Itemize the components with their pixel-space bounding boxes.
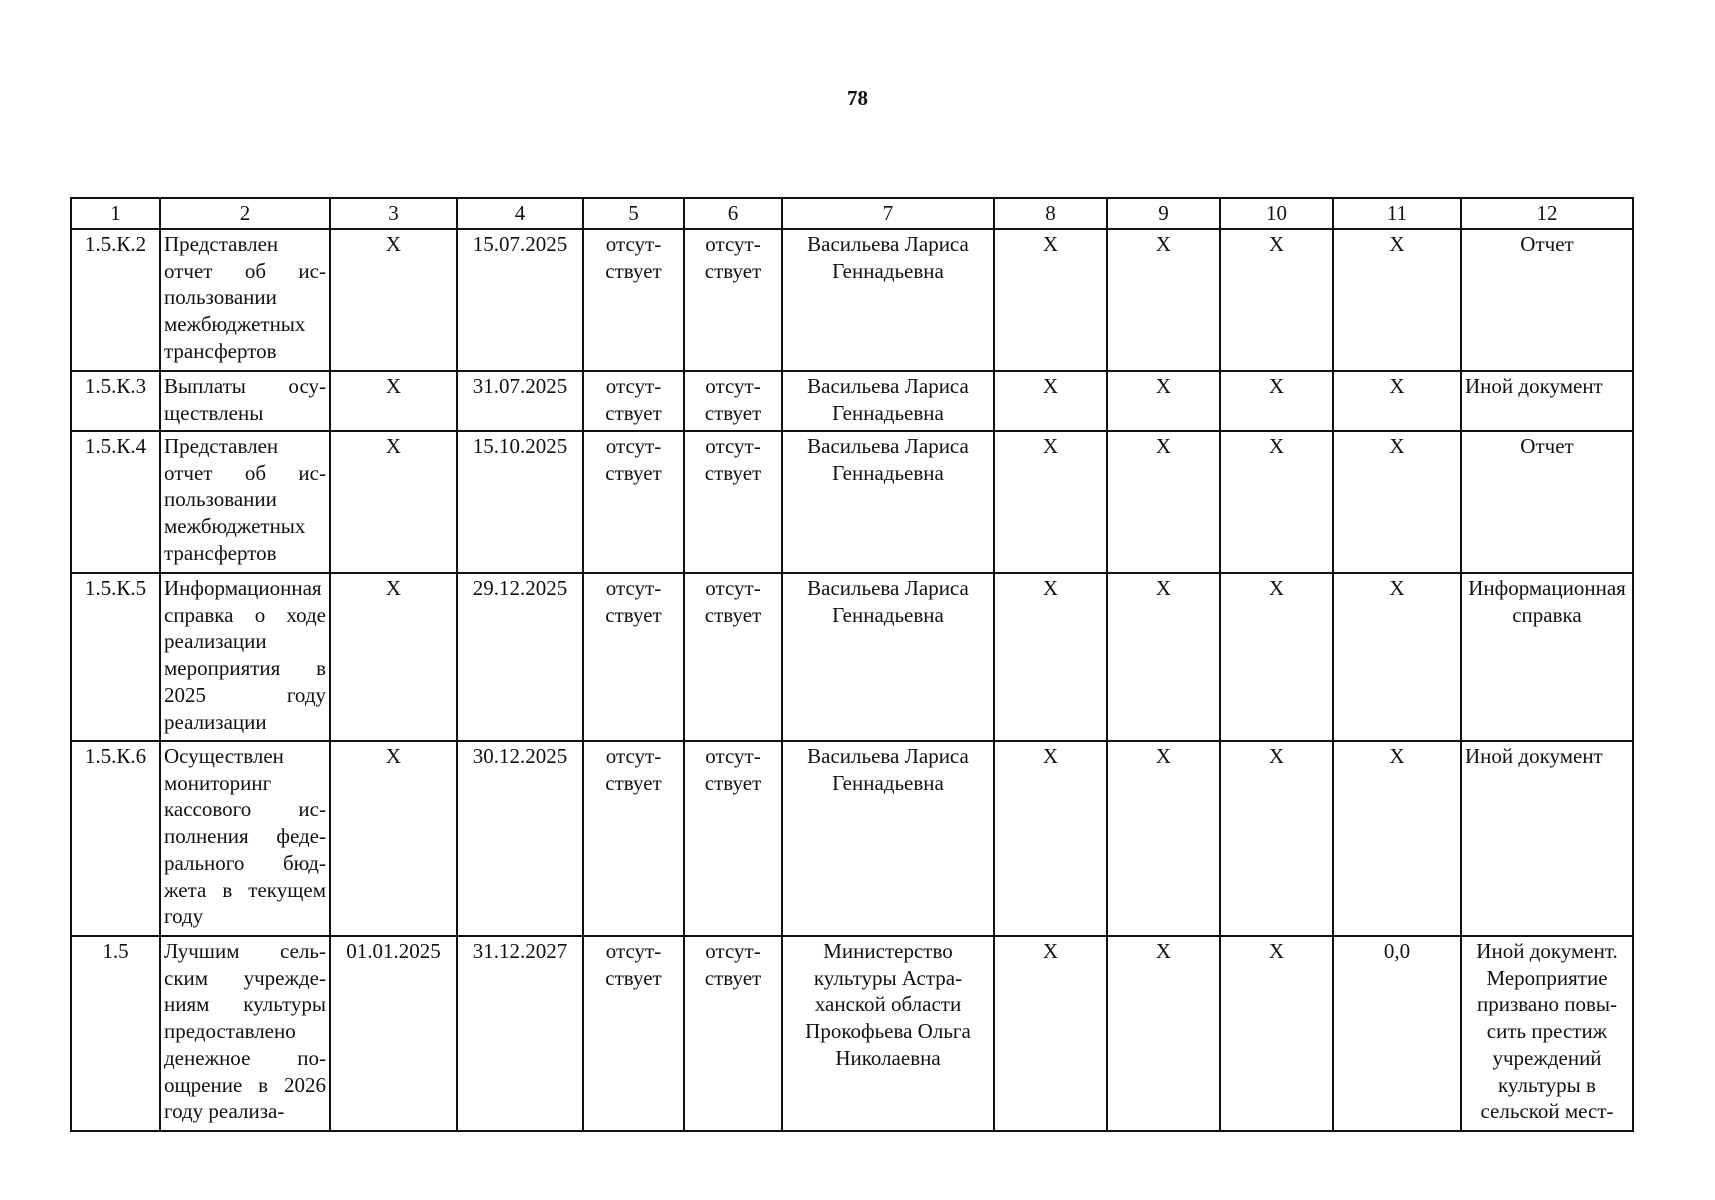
row-description: Лучшим сельским учреждениям культуры предоставлено денежное поощрение в 2026 году реализа- [160,936,330,1131]
row-col10: Х [1220,371,1333,431]
row-col10: Х [1220,229,1333,371]
row-document: Отчет [1461,431,1633,573]
row-col10: Х [1220,741,1333,936]
row-document: Отчет [1461,229,1633,371]
row-col11: 0,0 [1333,936,1461,1131]
header-cell: 3 [330,198,457,229]
row-col9: Х [1107,741,1220,936]
table-row [71,431,1633,573]
row-col5: отсутствует [583,573,684,741]
row-col9: Х [1107,371,1220,431]
row-col11: Х [1333,371,1461,431]
row-col4: 31.12.2027 [457,936,583,1131]
row-col3: Х [330,741,457,936]
row-col11: Х [1333,573,1461,741]
row-document: Информационная справка [1461,573,1633,741]
row-document: Иной документ [1461,741,1633,936]
row-col8: Х [994,741,1107,936]
row-col3: Х [330,371,457,431]
row-description: Выплаты осуществлены [160,371,330,431]
header-row [71,198,1633,229]
row-col5: отсутствует [583,431,684,573]
row-responsible: Васильева Лариса Геннадьевна [782,431,994,573]
row-id: 1.5.К.4 [71,431,160,573]
row-col11: Х [1333,229,1461,371]
plan-table [70,197,1634,1132]
row-responsible: Васильева Лариса Геннадьевна [782,573,994,741]
row-col4: 15.07.2025 [457,229,583,371]
row-col4: 15.10.2025 [457,431,583,573]
header-cell: 11 [1333,198,1461,229]
row-col5: отсутствует [583,371,684,431]
row-id: 1.5.К.6 [71,741,160,936]
row-id: 1.5.К.3 [71,371,160,431]
header-cell: 7 [782,198,994,229]
row-col8: Х [994,371,1107,431]
row-col3: 01.01.2025 [330,936,457,1131]
header-cell: 12 [1461,198,1633,229]
row-col6: отсутствует [684,371,782,431]
row-col8: Х [994,431,1107,573]
row-description: Информационная справка о ходе реализации мероприятия в 2025 году реализации [160,573,330,741]
table-row [71,371,1633,431]
row-col5: отсутствует [583,229,684,371]
row-col4: 29.12.2025 [457,573,583,741]
header-cell: 6 [684,198,782,229]
row-responsible: Министерство культуры Астраханской области Прокофьева Ольга Николаевна [782,936,994,1131]
row-responsible: Васильева Лариса Геннадьевна [782,371,994,431]
header-cell: 8 [994,198,1107,229]
header-cell: 10 [1220,198,1333,229]
row-responsible: Васильева Лариса Геннадьевна [782,229,994,371]
row-description: Осуществлен мониторинг кассового исполнения федерального бюджета в текущем году [160,741,330,936]
row-col5: отсутствует [583,741,684,936]
table-row [71,229,1633,371]
row-col3: Х [330,229,457,371]
row-col10: Х [1220,431,1333,573]
row-col6: отсутствует [684,936,782,1131]
row-document: Иной документ [1461,371,1633,431]
page-number: 78 [847,86,868,110]
row-col3: Х [330,573,457,741]
row-col9: Х [1107,229,1220,371]
row-col9: Х [1107,573,1220,741]
row-description: Представлен отчет об использовании межбюджетных трансфертов [160,229,330,371]
row-col10: Х [1220,936,1333,1131]
row-document: Иной документ. Мероприятие призвано повысить престиж учреждений культуры в сельской мест- [1461,936,1633,1131]
row-col5: отсутствует [583,936,684,1131]
row-col6: отсутствует [684,741,782,936]
row-description: Представлен отчет об использовании межбюджетных трансфертов [160,431,330,573]
header-cell: 4 [457,198,583,229]
header-cell: 1 [71,198,160,229]
row-col3: Х [330,431,457,573]
row-col8: Х [994,229,1107,371]
row-id: 1.5.К.5 [71,573,160,741]
header-cell: 2 [160,198,330,229]
header-cell: 5 [583,198,684,229]
table-row [71,936,1633,1131]
row-col9: Х [1107,936,1220,1131]
row-col4: 31.07.2025 [457,371,583,431]
row-col11: Х [1333,741,1461,936]
header-cell: 9 [1107,198,1220,229]
row-col6: отсутствует [684,229,782,371]
row-col8: Х [994,573,1107,741]
row-id: 1.5.К.2 [71,229,160,371]
table-row [71,741,1633,936]
row-col11: Х [1333,431,1461,573]
row-col10: Х [1220,573,1333,741]
table-row [71,573,1633,741]
row-col8: Х [994,936,1107,1131]
row-col4: 30.12.2025 [457,741,583,936]
row-responsible: Васильева Лариса Геннадьевна [782,741,994,936]
row-id: 1.5 [71,936,160,1131]
row-col9: Х [1107,431,1220,573]
row-col6: отсутствует [684,573,782,741]
row-col6: отсутствует [684,431,782,573]
